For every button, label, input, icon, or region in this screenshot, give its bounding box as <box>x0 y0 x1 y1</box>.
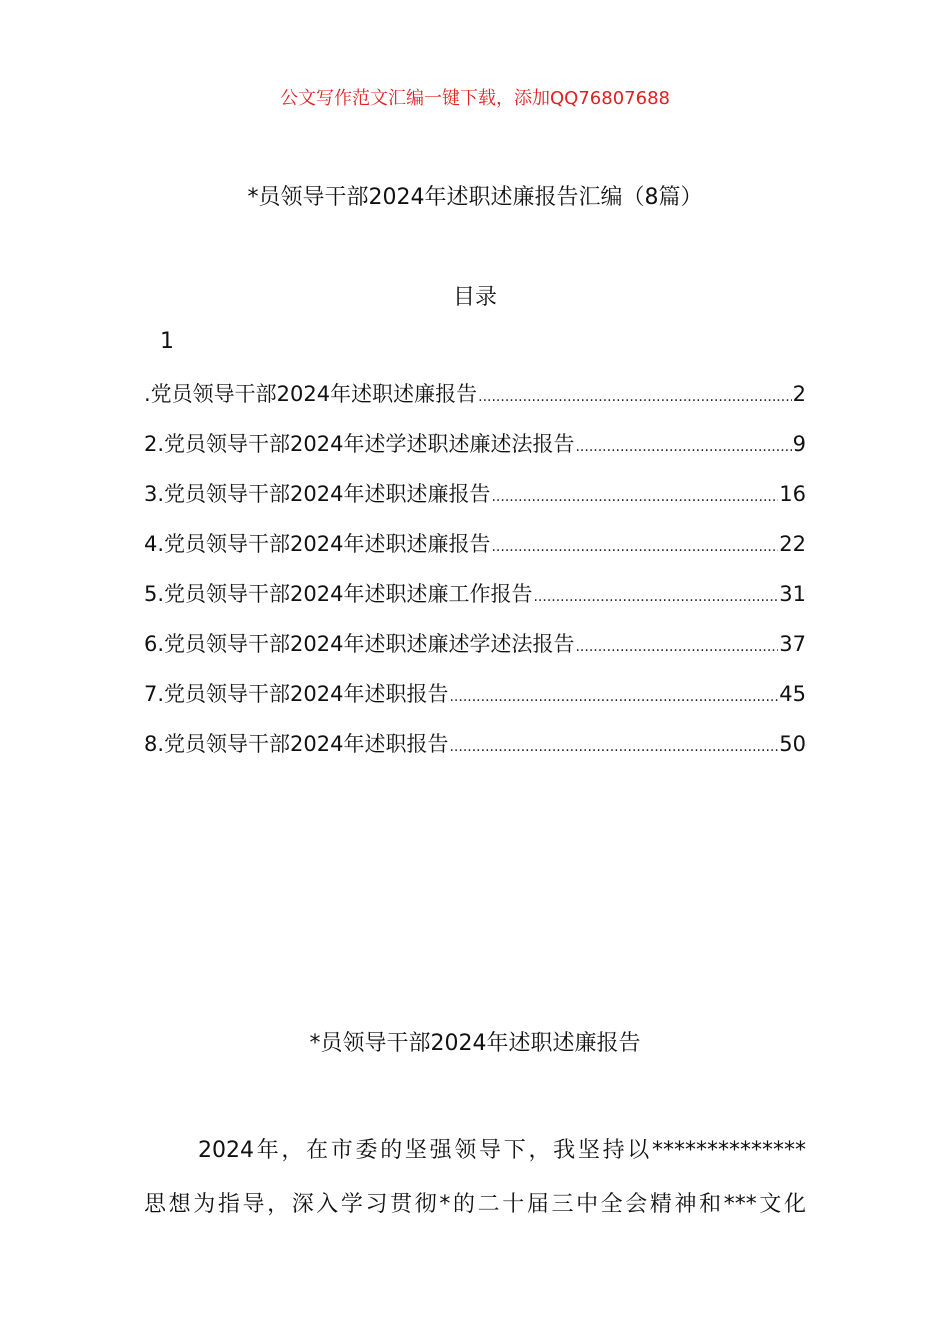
toc-entry-label: 6.党员领导干部2024年述职述廉述学述法报告 <box>144 632 575 656</box>
toc-entry[interactable] <box>144 578 806 628</box>
toc-entry-label: 3.党员领导干部2024年述职述廉报告 <box>144 482 491 506</box>
toc-dot-leader <box>533 589 778 605</box>
toc-entry[interactable] <box>144 428 806 478</box>
toc-heading: 目录 <box>452 285 497 310</box>
toc-entry[interactable] <box>144 628 806 678</box>
paragraph-line: 2024年，在市委的坚强领导下，我坚持以************** <box>198 1138 806 1163</box>
toc-entry[interactable] <box>144 528 806 578</box>
body-paragraph <box>144 1124 806 1232</box>
toc-dot-leader <box>449 739 778 755</box>
toc-entry-page: 22 <box>779 532 806 556</box>
toc-dot-leader <box>449 689 778 705</box>
toc-dot-leader <box>491 539 778 555</box>
toc-entry-label: 7.党员领导干部2024年述职报告 <box>144 682 449 706</box>
toc-dot-leader <box>575 639 778 655</box>
toc-entry-page: 9 <box>792 432 806 456</box>
watermark-banner: 公文写作范文汇编一键下载，添加QQ76807688 <box>280 88 670 109</box>
toc-entry-page: 16 <box>779 482 806 506</box>
section-title: *员领导干部2024年述职述廉报告 <box>309 1031 641 1056</box>
toc-entry[interactable] <box>144 478 806 528</box>
table-of-contents <box>144 378 806 778</box>
toc-orphan-number: 1 <box>160 329 174 354</box>
document-title: *员领导干部2024年述职述廉报告汇编（8篇） <box>247 185 703 210</box>
toc-entry-page: 50 <box>779 732 806 756</box>
toc-entry-page: 31 <box>779 582 806 606</box>
toc-entry-page: 37 <box>779 632 806 656</box>
toc-entry-label: 5.党员领导干部2024年述职述廉工作报告 <box>144 582 533 606</box>
toc-entry-label: 8.党员领导干部2024年述职报告 <box>144 732 449 756</box>
toc-entry-label: 2.党员领导干部2024年述学述职述廉述法报告 <box>144 432 575 456</box>
toc-dot-leader <box>491 489 778 505</box>
toc-entry[interactable] <box>144 678 806 728</box>
toc-entry-label: .党员领导干部2024年述职述廉报告 <box>144 382 478 406</box>
toc-dot-leader <box>478 389 792 405</box>
toc-entry[interactable] <box>144 378 806 428</box>
toc-entry-label: 4.党员领导干部2024年述职述廉报告 <box>144 532 491 556</box>
toc-entry-page: 45 <box>779 682 806 706</box>
toc-dot-leader <box>575 439 791 455</box>
paragraph-line: 思想为指导，深入学习贯彻*的二十届三中全会精神和***文化 <box>144 1192 806 1217</box>
toc-entry-page: 2 <box>792 382 806 406</box>
toc-entry[interactable] <box>144 728 806 778</box>
